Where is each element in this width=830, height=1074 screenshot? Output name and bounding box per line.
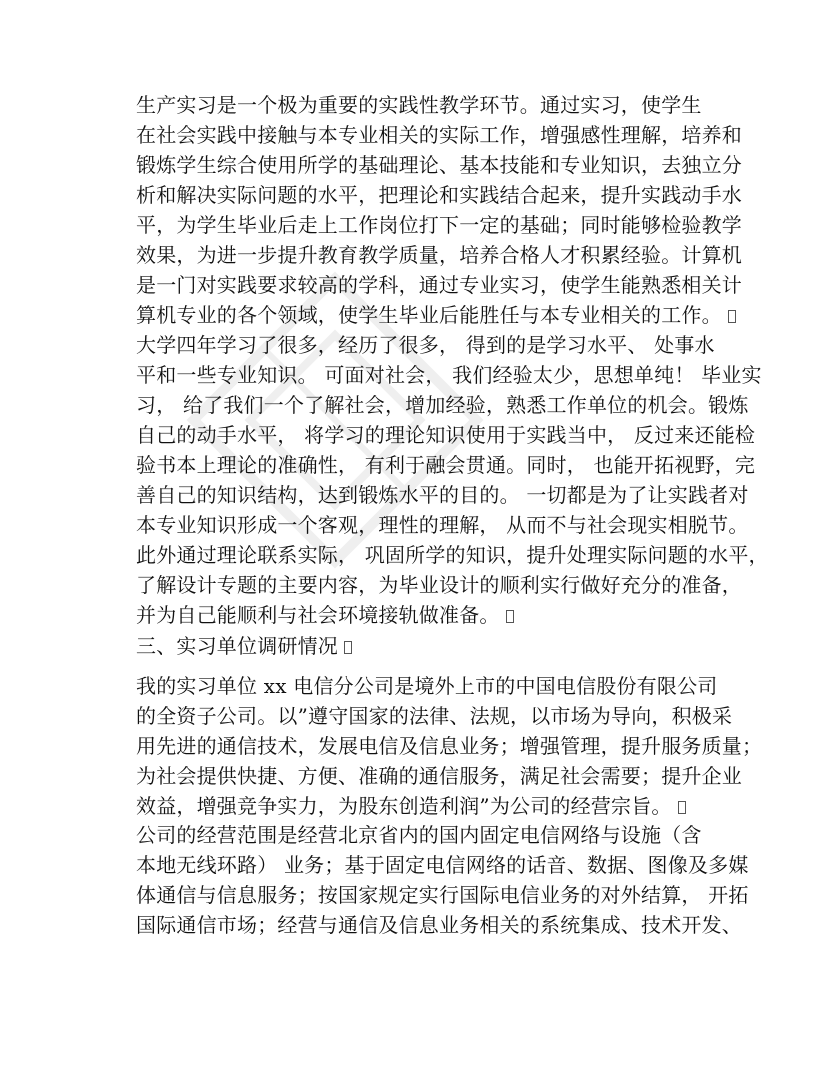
paragraph-university-study: [136, 330, 769, 630]
text-line: 本地无线环路） 业务；基于固定电信网络的话音、数据、图像及多媒: [136, 853, 749, 877]
text-line: 为社会提供快捷、方便、准确的通信服务，满足社会需要；提升企业: [136, 764, 742, 788]
text-line: 生产实习是一个极为重要的实践性教学环节。通过实习，使学生: [136, 93, 702, 117]
text-line: 算机专业的各个领域，使学生毕业后能胜任与本专业相关的工作。: [136, 303, 722, 327]
text-line: 平和一些专业知识。 可面对社会， 我们经验太少，思想单纯！ 毕业实: [136, 363, 762, 387]
paragraph-business-scope: [136, 820, 749, 940]
text-line: 析和解决实际问题的水平，把理论和实践结合起来，提升实践动手水: [136, 183, 742, 207]
paragraph-mark-icon: [344, 641, 352, 654]
text-line: 习， 给了我们一个了解社会，增加经验，熟悉工作单位的机会。锻炼: [136, 393, 749, 417]
heading-line-with-mark: [136, 631, 706, 661]
paragraph-production-practice: [136, 90, 742, 330]
paragraph-internship-unit: [136, 671, 763, 821]
text-line-with-mark: [136, 300, 722, 330]
heading-text: 三、实习单位调研情况: [136, 634, 338, 658]
text-line: 大学四年学习了很多，经历了很多， 得到的是学习水平、 处事水: [136, 333, 715, 357]
text-line: 体通信与信息服务；按国家规定实行国际电信业务的对外结算， 开拓: [136, 883, 749, 907]
text-line: 的全资子公司。以”遵守国家的法律、法规，以市场为导向，积极采: [136, 704, 733, 728]
text-line: 善自己的知识结构，达到锻炼水平的目的。 一切都是为了让实践者对: [136, 483, 749, 507]
text-line: 效益，增强竞争实力，为股东创造利润”为公司的经营宗旨。: [136, 794, 672, 818]
text-line: 国际通信市场；经营与通信及信息业务相关的系统集成、技术开发、: [136, 913, 742, 937]
text-line: 自己的动手水平， 将学习的理论知识使用于实践当中， 反过来还能检: [136, 423, 756, 447]
text-line: 我的实习单位 xx 电信分公司是境外上市的中国电信股份有限公司: [136, 674, 718, 698]
paragraph-mark-icon: [728, 310, 736, 323]
text-line: 在社会实践中接触与本专业相关的实际工作，增强感性理解，培养和: [136, 123, 742, 147]
text-line: 平，为学生毕业后走上工作岗位打下一定的基础；同时能够检验教学: [136, 213, 742, 237]
text-line: 了解设计专题的主要内容，为毕业设计的顺利实行做好充分的准备，: [136, 573, 742, 597]
text-line: 效果，为进一步提升教育教学质量，培养合格人才积累经验。计算机: [136, 243, 742, 267]
text-line-with-mark: [136, 791, 706, 821]
text-line: 本专业知识形成一个客观，理性的理解， 从而不与社会现实相脱节。: [136, 513, 749, 537]
section-heading: [136, 631, 706, 661]
text-line: 此外通过理论联系实际， 巩固所学的知识，提升处理实际问题的水平，: [136, 543, 769, 567]
paragraph-mark-icon: [678, 801, 686, 814]
text-line: 锻炼学生综合使用所学的基础理论、基本技能和专业知识，去独立分: [136, 153, 742, 177]
text-line: 公司的经营范围是经营北京省内的国内固定电信网络与设施（含: [136, 823, 702, 847]
text-line: 并为自己能顺利与社会环境接轨做准备。: [136, 603, 500, 627]
text-line-with-mark: [136, 600, 706, 630]
text-line: 是一门对实践要求较高的学科，通过专业实习，使学生能熟悉相关计: [136, 273, 742, 297]
text-line: 用先进的通信技术，发展电信及信息业务；增强管理，提升服务质量；: [136, 734, 763, 758]
paragraph-mark-icon: [506, 610, 514, 623]
text-line: 验书本上理论的准确性， 有利于融会贯通。同时， 也能开拓视野，完: [136, 453, 756, 477]
